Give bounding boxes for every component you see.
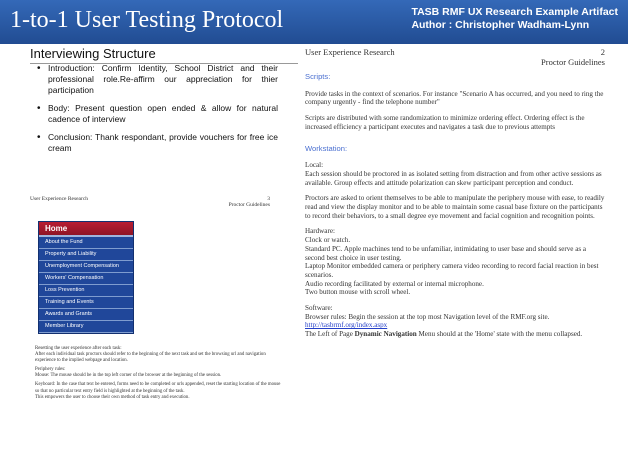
hardware-line: Clock or watch. (305, 236, 351, 245)
list-item: • Body: Present question open ended & allow for natural cadence of interview (48, 103, 278, 125)
workstation-heading: Workstation: (305, 143, 348, 153)
paragraph: Resetting the user experience after each task: After each individual task proctors should refer to the beginning of the next task and set the browsing url and navigation experience to the implied webpage and location. (35, 346, 266, 364)
page-subtitle: Proctor Guidelines (541, 57, 605, 67)
hardware-line: Laptop Monitor embedded camera or periphery camera video recording to record facial reaction in best scenarios. (305, 262, 599, 279)
page-3-thumbnail (30, 196, 270, 210)
menu-item[interactable]: Awards and Grants (39, 309, 133, 321)
software-label: Software: (305, 304, 333, 313)
page-header-left: User Experience Research (305, 47, 395, 57)
site-link[interactable]: http://tasbrmf.org/index.aspx (305, 321, 388, 330)
hardware-line: Standard PC. Apple machines tend to be unfamiliar, intimidating to user base and should serve as a second best choice in user testing. (305, 244, 587, 262)
paragraph: Scripts are distributed with some randomization to minimize ordering effect. Ordering effect is the increased efficiency a participant executes and navigates a task due to previous attempts (305, 114, 585, 131)
page-header-left: User Experience Research (30, 196, 89, 202)
hardware-line: Audio recording facilitated by external or internal microphone. (305, 279, 484, 288)
local-text: Each session should be proctored in as isolated setting from distraction and from other active sessions as available. Group effects and attitude polarization can skew participant perception and conduct. (305, 169, 602, 187)
artifact-line: TASB RMF UX Research Example Artifact (411, 6, 618, 18)
header-bar (0, 0, 628, 44)
menu-item[interactable]: Unemployment Compensation (39, 261, 133, 273)
menu-item[interactable]: About the Fund (39, 237, 133, 249)
software-tail-bold: Dynamic Navigation (354, 330, 417, 339)
section-heading: Interviewing Structure (30, 46, 156, 61)
menu-item[interactable]: Loss Prevention (39, 285, 133, 297)
menu-home[interactable] (39, 222, 133, 237)
author-line: Author : Christopher Wadham-Lynn (411, 19, 590, 31)
software-tail: The Left of Page (305, 330, 355, 339)
page-number: 3 (267, 196, 270, 202)
bullet-list (48, 63, 278, 161)
page-subtitle: Proctor Guidelines (228, 202, 270, 208)
hardware-label: Hardware: (305, 227, 335, 236)
paragraph (305, 304, 607, 339)
home-label: Home (45, 224, 68, 233)
software-text: Browser rules: Begin the session at the top most Navigation level of the RMF.org site. (305, 312, 550, 321)
menu-item[interactable]: Training and Events (39, 297, 133, 309)
local-label: Local: (305, 161, 324, 170)
scripts-heading: Scripts: (305, 72, 331, 81)
paragraph (305, 161, 607, 187)
page-2-body (305, 73, 607, 346)
paragraph: Keyboard: In the case that text be entered, forms need to be completed or urls appended, reset the starting location of the mouse so that no particular text entry field is highlighted at the beginning of the task. This empowers the user to choose their own method of task entry and execution. (35, 382, 281, 400)
page-title: 1-to-1 User Testing Protocol (10, 7, 284, 33)
paragraph: Periphery rules: Mouse: The mouse should be in the top left corner of the browser at the beginning of the session. (35, 367, 222, 379)
page-header-right (229, 196, 270, 208)
menu-item[interactable]: Workers' Compensation (39, 273, 133, 285)
menu-item[interactable]: Member Library (39, 321, 133, 333)
paragraph: Proctors are asked to orient themselves to be able to manipulate the periphery mouse with ease, to readily read and view the display monitor and to be able to maintain some casual base fixture on the participants to record their behaviors, to a small degree eye movement and facial cognition and recognition points. (305, 194, 605, 220)
software-tail-end: Menu should at the 'Home' state with the menu collapsed. (416, 330, 583, 339)
menu-item[interactable]: Property and Liability (39, 249, 133, 261)
hardware-line: Two button mouse with scroll wheel. (305, 288, 411, 297)
list-item: • Introduction: Confirm Identity, School District and their professional role.Re-affirm our appreciation for thier participation (48, 63, 278, 96)
paragraph (305, 227, 607, 297)
page-3-text (35, 346, 285, 404)
page-number: 2 (600, 47, 605, 57)
list-item: • Conclusion: Thank respondant, provide vouchers for free ice cream (48, 132, 278, 154)
paragraph: Provide tasks in the context of scenarios. For instance "Scenario A has occurred, and you need to ring the company urgently - find the telephone number" (305, 89, 604, 107)
artifact-info (411, 6, 618, 32)
navigation-menu (38, 221, 134, 334)
